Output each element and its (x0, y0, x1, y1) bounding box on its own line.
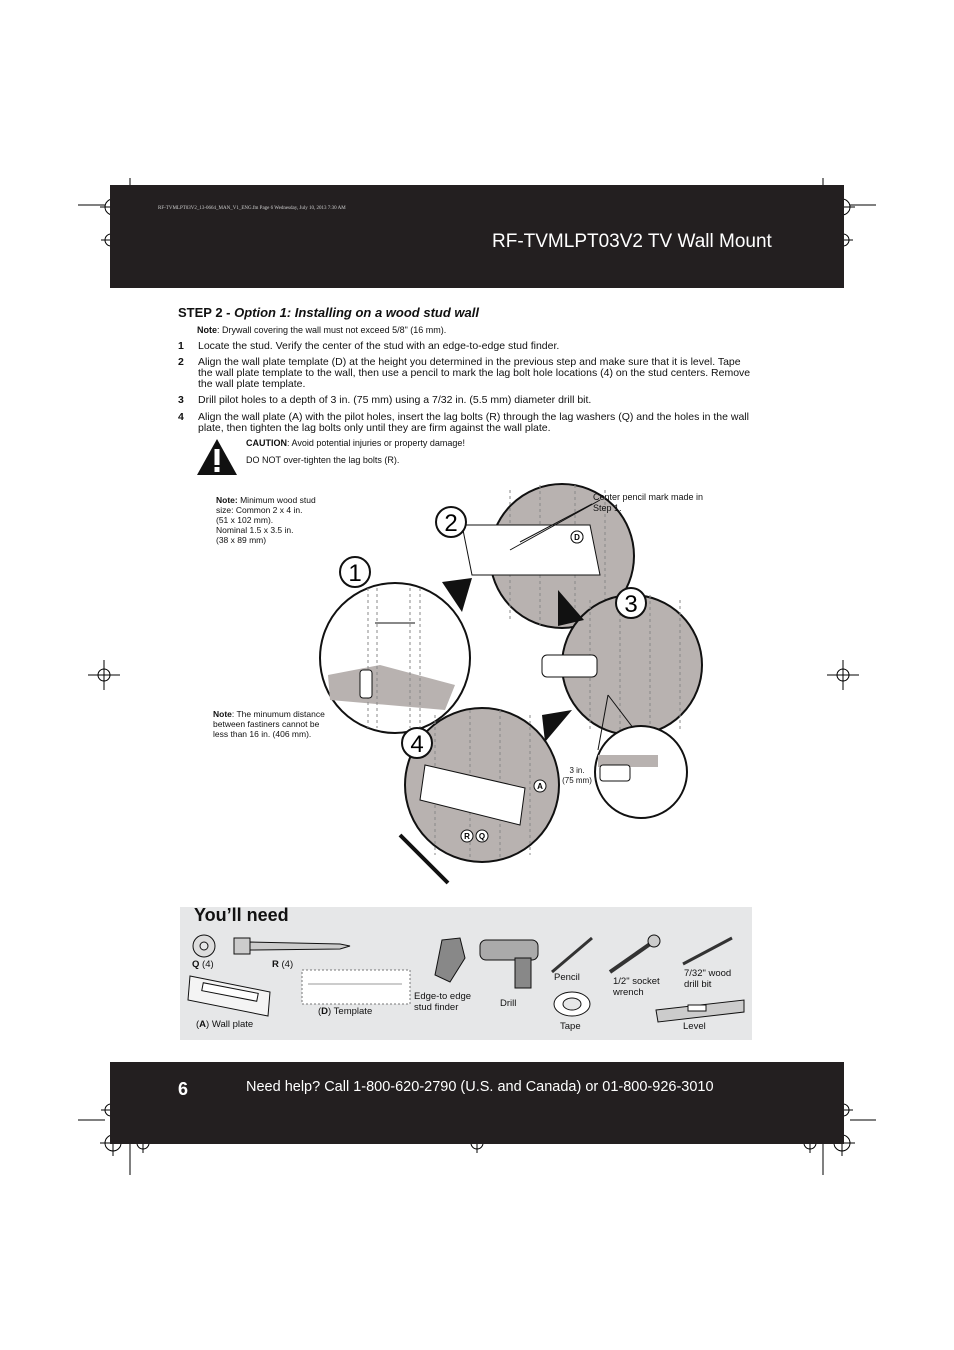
caution-label: CAUTION (246, 438, 287, 448)
help-line: Need help? Call 1-800-620-2790 (U.S. and Canada) or 01-800-926-3010 (246, 1079, 714, 1095)
page-title: RF-TVMLPT03V2 TV Wall Mount (492, 231, 772, 252)
caution-line (246, 438, 465, 448)
q-letter: Q (192, 959, 200, 970)
step-number-2: 2 (444, 510, 458, 537)
drill-bit-icon (683, 938, 732, 964)
wall-plate-icon (188, 976, 270, 1016)
pencil-label: Pencil (554, 972, 580, 983)
caution-text: : Avoid potential injuries or property damage! (287, 438, 465, 448)
tape-icon (554, 992, 590, 1016)
level-label: Level (683, 1021, 706, 1032)
step-item (178, 341, 758, 352)
step-number: 4 (178, 411, 184, 423)
d-letter: D (321, 1006, 329, 1017)
callout-d: D (574, 533, 580, 542)
d-text: ) Template (328, 1006, 373, 1017)
step-heading (178, 305, 479, 320)
center-mark-label: Center pencil mark made in Step 1. (593, 492, 704, 513)
level-icon (656, 1000, 744, 1022)
callout-r: R (464, 832, 470, 841)
arrow-icon (542, 710, 572, 742)
stud-finder-icon (435, 938, 465, 982)
socket-wrench-icon (610, 935, 660, 972)
file-stamp: RF-TVMLPT03V2_13-0664_MAN_V1_ENG.fm Page 6 Wednesday, July 10, 2013 7:30 AM (158, 206, 346, 211)
callout-q: Q (478, 832, 486, 841)
step-number-1: 1 (348, 560, 362, 587)
a-open-paren: ( (196, 1019, 200, 1030)
page-number: 6 (178, 1079, 189, 1099)
r-qty: (4) (278, 959, 294, 970)
step-item (178, 395, 758, 406)
drill-icon (480, 940, 538, 988)
spacing-note (213, 709, 363, 739)
step-text: Locate the stud. Verify the center of the stud with an edge-to-edge stud finder. (198, 340, 560, 352)
step-number: 2 (178, 356, 184, 368)
template-icon (302, 970, 410, 1004)
spacing-note-text: : The minumum distance between fastiners cannot be less than 16 in. (406 mm). (213, 709, 325, 739)
d-open-paren: ( (318, 1006, 322, 1017)
drill-label: Drill (500, 998, 517, 1009)
youll-need-title: You’ll need (194, 905, 289, 925)
step-number: 3 (178, 394, 184, 406)
washer-icon (193, 935, 215, 957)
wrench-label: 1/2" socket wrench (613, 976, 660, 998)
washer-label (192, 959, 214, 970)
stud-note-text: Minimum wood stud size: Common 2 x 4 in. (51 x 102 mm). Nominal 1.5 x 3.5 in. (38 x 89 mm) (216, 495, 316, 545)
q-qty: (4) (199, 959, 214, 970)
tools-illustration (180, 920, 752, 1040)
note-text: : Drywall covering the wall must not exceed 5/8" (16 mm). (217, 325, 447, 335)
a-letter: A (199, 1019, 207, 1030)
step-text: Align the wall plate template (D) at the height you determined in the previous step and make sure that it is level. Tape the wall plate template to the wall, then use a pencil to mark the lag bolt hole locations (4) on the stud centers. Remove the wall plate template. (198, 356, 751, 390)
lag-bolt-label (272, 959, 293, 970)
step-item (178, 357, 758, 390)
callout-a: A (537, 782, 543, 791)
step-number-4: 4 (410, 731, 424, 758)
step-number-3: 3 (624, 591, 638, 618)
drill-bit-label: 7/32" wood drill bit (684, 968, 732, 990)
step-title-option: Option 1: Installing on a wood stud wall (234, 305, 479, 320)
drywall-note (197, 325, 446, 335)
a-text: ) Wall plate (206, 1019, 254, 1030)
tape-label: Tape (560, 1021, 581, 1032)
stud-finder-label: Edge-to edge stud finder (414, 991, 472, 1013)
stud-size-note (216, 495, 356, 545)
spacing-note-label: Note (213, 709, 232, 719)
depth-label: 3 in. (75 mm) (562, 766, 592, 785)
r-letter: R (272, 959, 279, 970)
step-number: 1 (178, 340, 184, 352)
step-text: Align the wall plate (A) with the pilot holes, insert the lag bolts (R) through the lag washers (Q) and the holes in the wall plate, then tighten the lag bolts only until they are firm against the wall plate. (198, 411, 749, 434)
wall-plate-label (196, 1019, 253, 1030)
step-item (178, 412, 758, 434)
lag-bolt-icon (234, 938, 350, 954)
stud-note-label: Note: (216, 495, 238, 505)
footer-bar (110, 1062, 844, 1144)
step-title-prefix: STEP 2 - (178, 305, 235, 320)
caution-line-2: DO NOT over-tighten the lag bolts (R). (246, 455, 400, 465)
pencil-icon (552, 938, 592, 972)
template-label (318, 1006, 372, 1017)
step-text: Drill pilot holes to a depth of 3 in. (75 mm) using a 7/32 in. (5.5 mm) diameter drill bit. (198, 394, 592, 406)
note-label: Note (197, 325, 217, 335)
